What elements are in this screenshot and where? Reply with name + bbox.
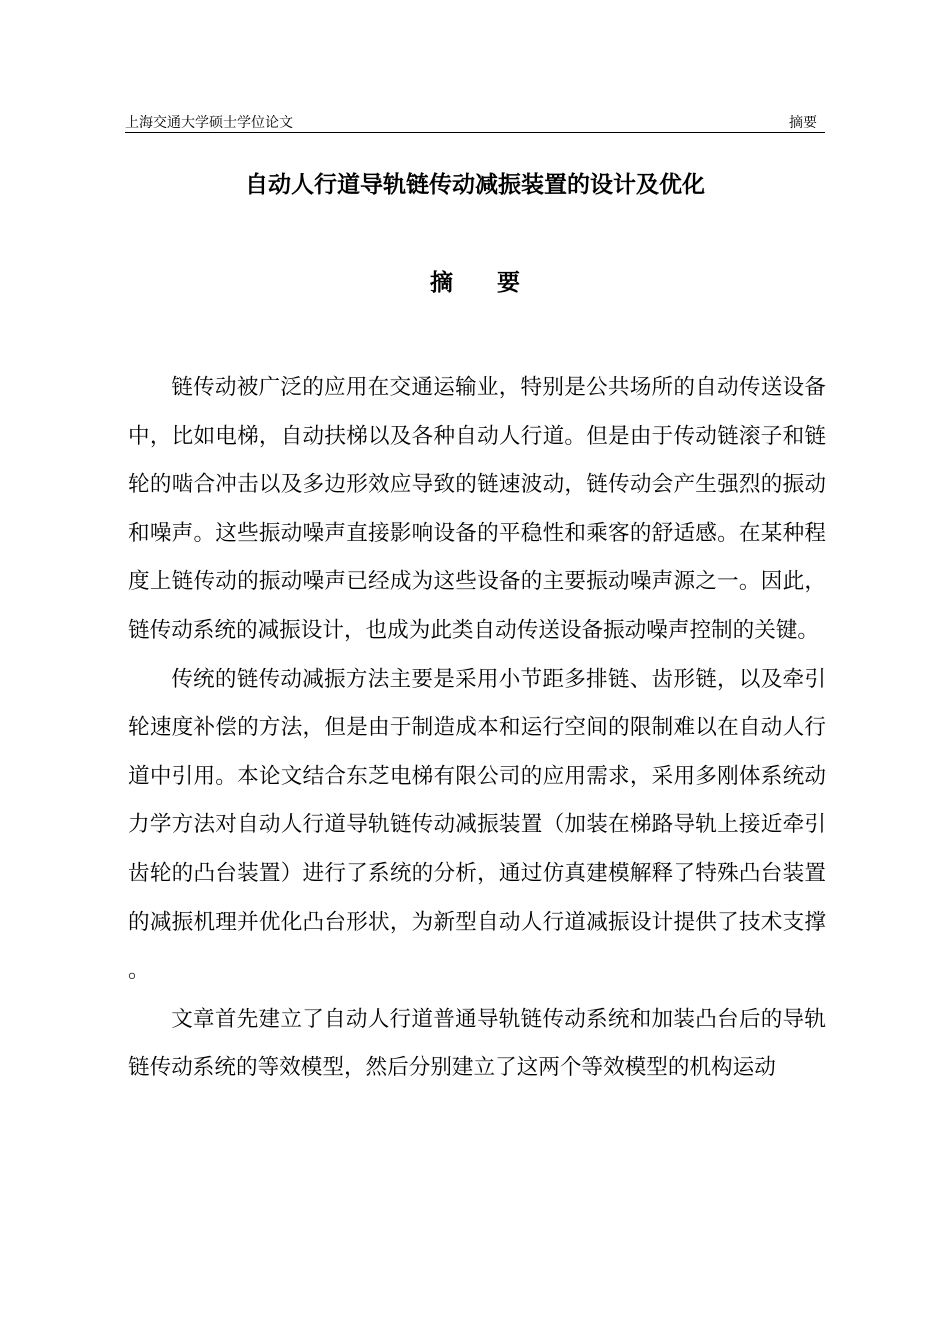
header-rule xyxy=(125,132,825,133)
abstract-paragraph-3: 文章首先建立了自动人行道普通导轨链传动系统和加装凸台后的导轨链传动系统的等效模型，然后分别建立了这两个等效模型的机构运动 xyxy=(128,1006,826,1081)
header-section-name: 摘要 xyxy=(789,115,817,131)
abstract-paragraph-1: 链传动被广泛的应用在交通运输业，特别是公共场所的自动传送设备中，比如电梯，自动扶梯以及各种自动人行道。但是由于传动链滚子和链轮的啮合冲击以及多边形效应导致的链速波动，链传动会产生强烈的振动和噪声。这些振动噪声直接影响设备的平稳性和乘客的舒适感。在某种程度上链传动的振动噪声已经成为这些设备的主要振动噪声源之一。因此，链传动系统的减振设计，也成为此类自动传送设备振动噪声控制的关键。 xyxy=(128,375,826,643)
abstract-heading: 摘 要 xyxy=(429,270,538,296)
abstract-body xyxy=(128,364,826,1093)
thesis-title: 自动人行道导轨链传动减振装置的设计及优化 xyxy=(245,172,705,198)
abstract-paragraph-2: 传统的链传动减振方法主要是采用小节距多排链、齿形链，以及牵引轮速度补偿的方法，但是由于制造成本和运行空间的限制难以在自动人行道中引用。本论文结合东芝电梯有限公司的应用需求，采用多刚体系统动力学方法对自动人行道导轨链传动减振装置（加装在梯路导轨上接近牵引齿轮的凸台装置）进行了系统的分析，通过仿真建模解释了特殊凸台装置的减振机理并优化凸台形状，为新型自动人行道减振设计提供了技术支撑。 xyxy=(128,666,826,984)
header-institution: 上海交通大学硕士学位论文 xyxy=(125,115,293,131)
